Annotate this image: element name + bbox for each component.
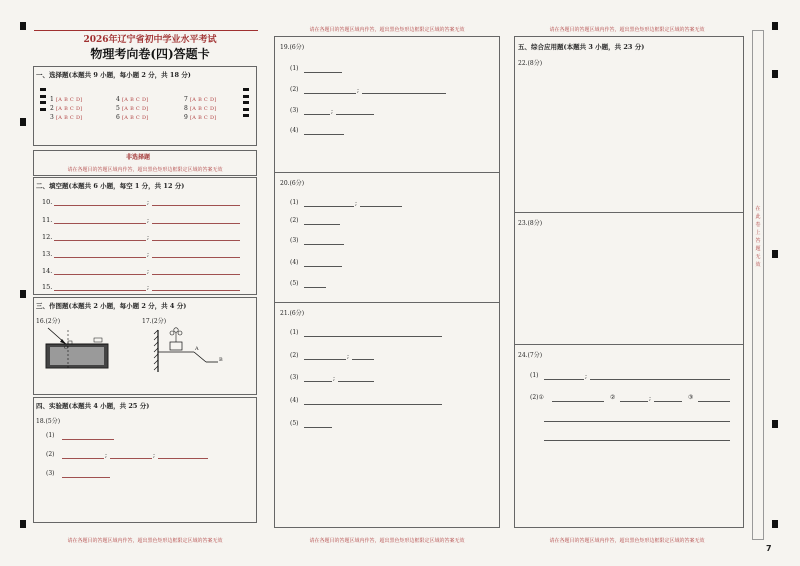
middle-bottom-notice: 请在各题目的答题区域内作答，超出黑色矩形边框限定区域的答案无效 <box>309 538 465 544</box>
alignment-mark-top-right <box>772 22 778 30</box>
q18-sub-1: (1) <box>46 432 55 439</box>
page-number: 7 <box>766 544 772 553</box>
q21-blank-2a[interactable] <box>304 359 346 360</box>
q19-blank-2a[interactable] <box>304 93 356 94</box>
q17-label: 17.(2分) <box>142 318 167 325</box>
q19-sub-4: (4) <box>290 127 299 134</box>
q21-label: 21.(6分) <box>280 310 305 317</box>
q18-sub-2: (2) <box>46 451 55 458</box>
fill-blank-14b[interactable] <box>152 274 240 275</box>
section2-title: 二、填空题(本题共 6 小题，每空 1 分，共 12 分) <box>36 182 185 190</box>
fill-blank-11b[interactable] <box>152 223 240 224</box>
q20-blank-5[interactable] <box>304 287 326 288</box>
card-title: 物理考向卷(四)答题卡 <box>90 47 210 61</box>
q24-sub-2-2: ② <box>610 394 616 401</box>
choice-row-9[interactable]: 9 [A B C D] <box>184 114 217 121</box>
q21-blank-2b[interactable] <box>352 359 374 360</box>
q21-sub-1: (1) <box>290 329 299 336</box>
section1-title: 一、选择题(本题共 9 小题，每小题 2 分，共 18 分) <box>36 71 191 79</box>
q16-diagram[interactable] <box>40 326 120 376</box>
q17-label-a: A <box>195 346 199 352</box>
alignment-mark-bottom-left <box>20 520 26 528</box>
fill-item-15: 15. <box>42 283 53 291</box>
right-bottom-notice: 请在各题目的答题区域内作答，超出黑色矩形边框限定区域的答案无效 <box>549 538 705 544</box>
q19-sub-1: (1) <box>290 65 299 72</box>
choice-row-8[interactable]: 8 [A B C D] <box>184 105 217 112</box>
q18-label: 18.(5分) <box>36 418 61 425</box>
q24-blank-2a[interactable] <box>552 401 604 402</box>
fill-blank-13b[interactable] <box>152 257 240 258</box>
q20-blank-4[interactable] <box>304 266 342 267</box>
fill-item-11: 11. <box>42 216 53 224</box>
alignment-mark-right-3 <box>772 420 778 428</box>
q20-blank-1b[interactable] <box>360 206 402 207</box>
q22-label: 22.(8分) <box>518 60 543 67</box>
q20-sub-5: (5) <box>290 280 299 287</box>
q21-blank-1[interactable] <box>304 336 442 337</box>
right-column-box <box>514 36 744 528</box>
q17-diagram[interactable] <box>148 324 228 374</box>
q18-blank-2a[interactable] <box>62 458 104 459</box>
choice-row-1[interactable]: 1 [A B C D] <box>50 96 83 103</box>
alignment-mark-right-1 <box>772 70 778 78</box>
nonchoice-label: 非选择题 <box>126 154 151 161</box>
fill-item-12: 12. <box>42 233 53 241</box>
choice-row-5[interactable]: 5 [A B C D] <box>116 105 149 112</box>
q18-blank-3[interactable] <box>62 477 110 478</box>
fill-item-14: 14. <box>42 267 53 275</box>
fill-blank-12b[interactable] <box>152 240 240 241</box>
q17-label-b: B <box>219 357 223 363</box>
choice-row-4[interactable]: 4 [A B C D] <box>116 96 149 103</box>
alignment-mark-right-2 <box>772 250 778 258</box>
section4-title: 四、实验题(本题共 4 小题，共 25 分) <box>36 402 150 410</box>
exam-title: 2026年辽宁省初中学业水平考试 <box>83 35 217 45</box>
q20-blank-3[interactable] <box>304 244 344 245</box>
q23-label: 23.(8分) <box>518 220 543 227</box>
q24-sub-2-3: ③ <box>688 394 694 401</box>
q21-blank-3b[interactable] <box>338 381 374 382</box>
choice-row-7[interactable]: 7 [A B C D] <box>184 96 217 103</box>
q24-label: 24.(7分) <box>518 352 543 359</box>
alignment-mark-bottom-right <box>772 520 778 528</box>
q24-blank-1b[interactable] <box>590 379 730 380</box>
fill-blank-11a[interactable] <box>54 223 146 224</box>
q21-sub-5: (5) <box>290 420 299 427</box>
choice-left-ticks <box>40 88 46 114</box>
choice-row-2[interactable]: 2 [A B C D] <box>50 105 83 112</box>
q19-sub-2: (2) <box>290 86 299 93</box>
q19-blank-2b[interactable] <box>362 93 446 94</box>
side-strip <box>752 30 764 540</box>
q21-blank-4[interactable] <box>304 404 442 405</box>
experiment-section-box <box>33 397 257 523</box>
nonchoice-notice: 请在各题目的答题区域内作答，超出黑色矩形边框限定区域的答案无效 <box>67 167 223 173</box>
q19-label: 19.(6分) <box>280 44 305 51</box>
q20-blank-2[interactable] <box>304 224 340 225</box>
q24-blank-2b[interactable] <box>620 401 648 402</box>
q19-blank-4[interactable] <box>304 134 344 135</box>
q24-blank-2d[interactable] <box>698 401 730 402</box>
q20-blank-1a[interactable] <box>304 206 354 207</box>
fill-blank-12a[interactable] <box>54 240 146 241</box>
q16-label-o: O <box>64 345 69 351</box>
fill-blank-10a[interactable] <box>54 205 146 206</box>
q18-blank-1[interactable] <box>62 439 114 440</box>
alignment-mark-left-1 <box>20 118 26 126</box>
right-top-notice: 请在各题目的答题区域内作答，超出黑色矩形边框限定区域的答案无效 <box>549 27 705 33</box>
choice-right-ticks <box>243 88 249 121</box>
q20-sub-3: (3) <box>290 237 299 244</box>
q19-blank-3b[interactable] <box>336 114 374 115</box>
choice-row-6[interactable]: 6 [A B C D] <box>116 114 149 121</box>
fill-item-13: 13. <box>42 250 53 258</box>
alignment-mark-top-left <box>20 22 26 30</box>
q18-blank-2b[interactable] <box>110 458 152 459</box>
q18-blank-2c[interactable] <box>158 458 208 459</box>
section3-title: 三、作图题(本题共 2 小题，每小题 2 分，共 4 分) <box>36 302 187 310</box>
q18-sub-3: (3) <box>46 470 55 477</box>
q20-sub-4: (4) <box>290 259 299 266</box>
q19-sub-3: (3) <box>290 107 299 114</box>
q24-blank-1a[interactable] <box>544 379 584 380</box>
q21-sub-4: (4) <box>290 397 299 404</box>
q19-blank-1[interactable] <box>304 72 342 73</box>
q24-blank-2e[interactable] <box>544 421 730 422</box>
q16-label: 16.(2分) <box>36 318 61 325</box>
fill-blank-13a[interactable] <box>54 257 146 258</box>
fill-blank-10b[interactable] <box>152 205 240 206</box>
middle-column-box <box>274 36 500 528</box>
side-notice: 在 此 卷 上 答 题 无 效 <box>755 206 761 268</box>
fill-blank-15a[interactable] <box>54 290 146 291</box>
q20-label: 20.(6分) <box>280 180 305 187</box>
q24-sub-1: (1) <box>530 372 539 379</box>
q20-sub-1: (1) <box>290 199 299 206</box>
answer-sheet-page: 2026年辽宁省初中学业水平考试 物理考向卷(四)答题卡 一、选择题(本题共 9 小题，每小题 2 分，共 18 分) 1 [A B C D] 2 [A B C D] 3 [A B C D] 4 [A B C D] 5 [A B C D] 6 [A B C D] 7 [A B C D] 8 [A B C D] 9 [A B C D] 非选择题 请在各题目的答题区域内作答，超出黑色矩形边框限定区域的答案无效 二、填空题(本题共 6 小题，每空 1 分，共 12 分) 10. ; 11. ; 12. ; 13. ; 14. ; 15. ; 三、作图题(本题共 2 小题，每小题 2 分，共 4 分) 16.(2分) 17.(2分) O A B 四、实验题(本题共 4 小题，共 25 分) 18.(5分) (1) (2) ; ; (3) 请在各题目的答题区域内作答，超出黑色矩形边框限定区域的答案无效 请在各题目的答题区域内作答，超出黑色矩形边框限定区域的答案无效 19.(6分) (1) (2) ; (3) ; (4) 20.(6分) (1) ; (2) (3) (4) (5) 21.(6分) (1) (2) ; (3) ; (4) (5) 请在各题目的答题区域内作答，超出黑色矩形边框限定区域的答案无效 请在各题目的答题区域内作答，超出黑色矩形边框限定区域的答案无效 五、综合应用题(本题共 3 小题，共 23 分) 22.(8分) 23.(8分) 24.(7分) (1) ; (2)① ② ; ③ 请在各题目的答题区域内作答，超出黑色矩形边框限定区域的答案无效 在 此 卷 上 答 题 无 效 7 <box>0 0 800 566</box>
q19-blank-3a[interactable] <box>304 114 330 115</box>
q24-blank-2c[interactable] <box>654 401 682 402</box>
fill-section-box <box>33 177 257 295</box>
q21-blank-5[interactable] <box>304 427 332 428</box>
q21-sub-3: (3) <box>290 374 299 381</box>
fill-blank-15b[interactable] <box>152 290 240 291</box>
choice-row-3[interactable]: 3 [A B C D] <box>50 114 83 121</box>
q24-sub-2-1: (2)① <box>530 394 544 401</box>
left-bottom-notice: 请在各题目的答题区域内作答，超出黑色矩形边框限定区域的答案无效 <box>67 538 223 544</box>
q21-sub-2: (2) <box>290 352 299 359</box>
q24-blank-2f[interactable] <box>544 440 730 441</box>
q21-blank-3a[interactable] <box>304 381 332 382</box>
section5-title: 五、综合应用题(本题共 3 小题，共 23 分) <box>518 43 645 51</box>
fill-item-10: 10. <box>42 198 53 206</box>
alignment-mark-left-2 <box>20 290 26 298</box>
fill-blank-14a[interactable] <box>54 274 146 275</box>
middle-top-notice: 请在各题目的答题区域内作答，超出黑色矩形边框限定区域的答案无效 <box>309 27 465 33</box>
q20-sub-2: (2) <box>290 217 299 224</box>
